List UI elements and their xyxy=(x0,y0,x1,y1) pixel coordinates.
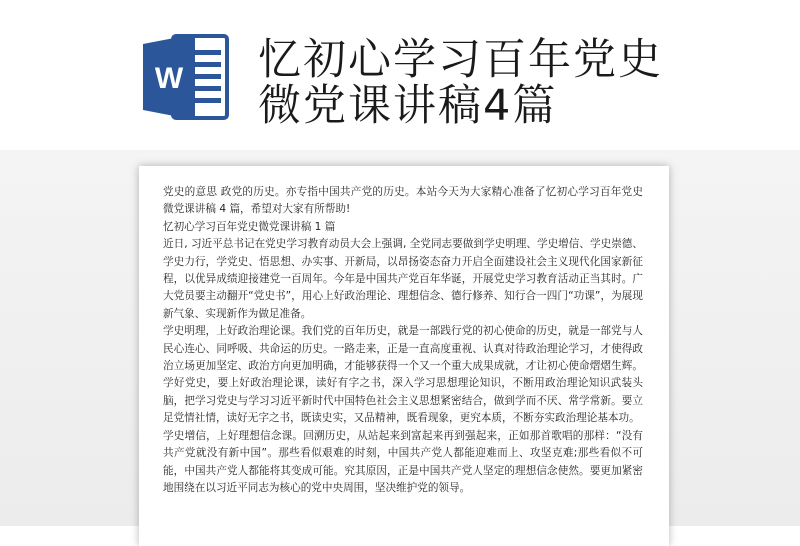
document-title-line-1: 忆初心学习百年党史 xyxy=(258,35,663,85)
document-title-line-2: 微党课讲稿4篇 xyxy=(258,81,558,131)
body-paragraph: 学史增信，上好理想信念课。回溯历史，从站起来到富起来再到强起来，正如那首歌唱的那样：“没有共产党就没有新中国”。那些看似艰难的时刻，中国共产党人都能迎难而上、攻坚克难;那些看似不可能，中国共产党人都能将其变成可能。究其原因，正是中国共产党人坚定的理想信念使然。要更加紧密地围绕在以习近平同志为核心的党中央周围，坚决维护党的领导。 xyxy=(163,429,643,494)
section-heading: 忆初心学习百年党史微党课讲稿 1 篇 xyxy=(163,220,336,233)
body-paragraph: 近日, 习近平总书记在党史学习教育动员大会上强调, 全党同志要做到学史明理、学史增信、学史崇德、学史力行，学党史、悟思想、办实事、开新局，以昂扬姿态奋力开启全面建设社会主义现代化国家新征程，以优异成绩迎接建党一百周年。今年是中国共产党百年华诞，开展党史学习教育活动正当其时。广大党员要主动翻开“党史书”，用心上好政治理论、理想信念、德行修养、知行合一四门“功课”，为展现新气象、实现新作为做足准备。 xyxy=(163,238,643,320)
intro-paragraph: 党史的意思 政党的历史。亦专指中国共产党的历史。本站今天为大家精心准备了忆初心学习百年党史微党课讲稿 4 篇，希望对大家有所帮助! xyxy=(163,186,643,216)
document-page xyxy=(139,166,669,546)
body-paragraph: 学史明理，上好政治理论课。我们党的百年历史，就是一部践行党的初心使命的历史，就是一部党与人民心连心、同呼吸、共命运的历史。一路走来，正是一直高度重视、认真对待政治理论学习，才使得政治立场更加坚定、政治方向更加明确，才能够获得一个又一个重大成果成就，才让初心使命熠熠生辉。学好党史，要上好政治理论课，读好有字之书，深入学习思想理论知识，不断用政治理论知识武装头脑，把学习党史与学习习近平新时代中国特色社会主义思想紧密结合，做到学而不厌、常学常新。要立足党情社情，读好无字之书，既读史实，又品精神，既看现象，更究本质，不断夯实政治理论基本功。 xyxy=(163,325,643,425)
word-document-icon xyxy=(143,32,231,122)
document-body xyxy=(163,184,643,497)
word-icon-letter: W xyxy=(154,62,184,95)
header-banner xyxy=(0,0,800,150)
